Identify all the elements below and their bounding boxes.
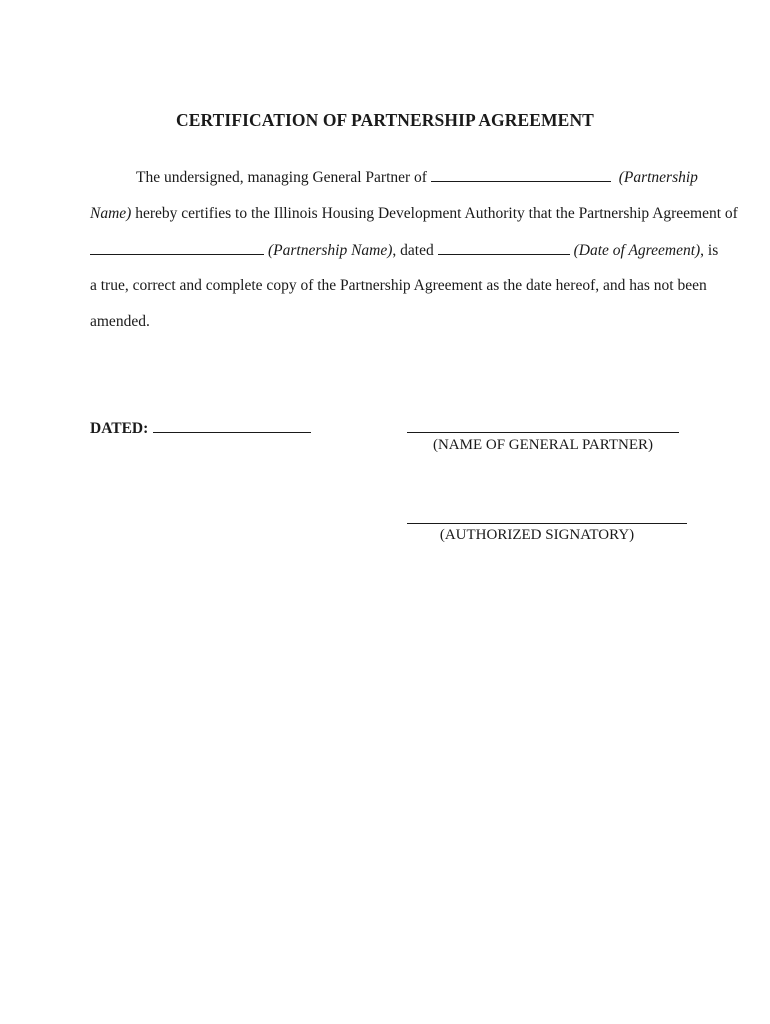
authorized-signatory-line[interactable] [407,523,687,524]
partnership-name-blank[interactable] [431,168,611,182]
paragraph-italic: (Partnership Name) [268,242,393,259]
general-partner-signature-line[interactable] [407,432,679,433]
paragraph-line-4: a true, correct and complete copy of the Partnership Agreement as the date hereof, and has not been [90,277,707,294]
paragraph-line-1 [136,168,698,187]
paragraph-text: The undersigned, managing General Partner of [136,169,427,186]
paragraph-text: , dated [392,242,434,259]
partnership-name-blank-2[interactable] [90,241,264,255]
general-partner-label: (NAME OF GENERAL PARTNER) [432,437,654,453]
agreement-date-blank[interactable] [438,241,570,255]
paragraph-line-3 [90,241,718,260]
paragraph-text: hereby certifies to the Illinois Housing Development Authority that the Partnership Agreement of [135,205,738,222]
paragraph-italic: (Date of Agreement) [573,242,701,259]
dated-label: DATED: [90,420,149,437]
paragraph-italic: (Partnership [618,169,698,186]
paragraph-text: , is [700,242,719,259]
paragraph-line-5: amended. [90,313,150,330]
dated-blank[interactable] [153,419,311,433]
dated-field [90,419,311,438]
paragraph-line-2 [90,205,738,223]
document-title: CERTIFICATION OF PARTNERSHIP AGREEMENT [176,110,594,130]
paragraph-italic: Name) [90,205,132,222]
authorized-signatory-label: (AUTHORIZED SIGNATORY) [439,527,635,543]
